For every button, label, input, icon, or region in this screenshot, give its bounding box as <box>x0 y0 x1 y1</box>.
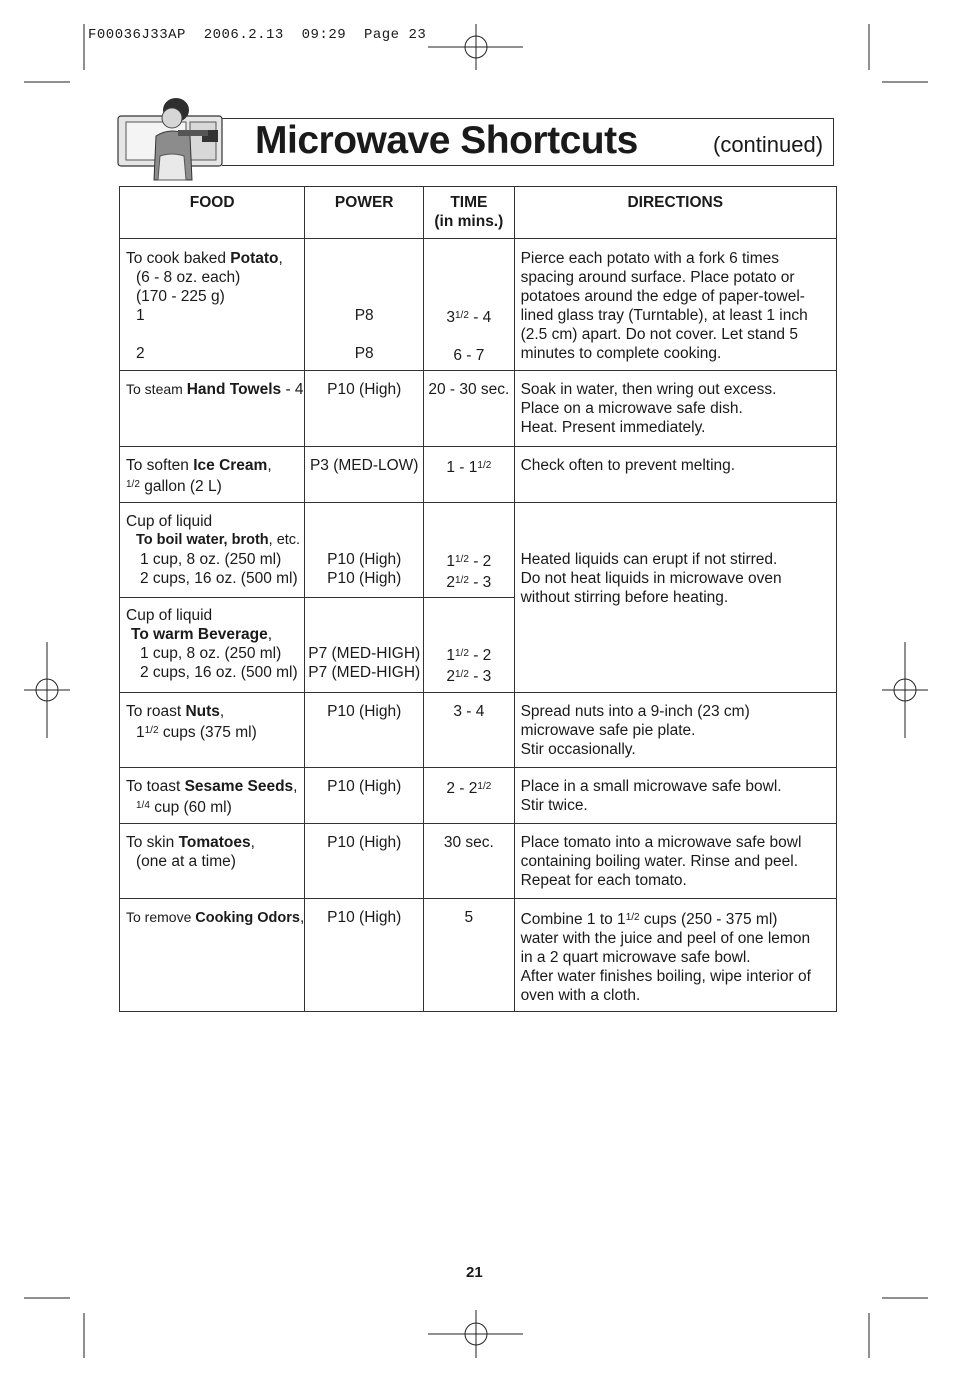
food-name: Cooking Odors <box>195 910 300 926</box>
time-value: $3^{1/2} - 4$ <box>446 309 492 326</box>
food-size: $^{1/2}$ gallon (2 L) <box>126 478 222 495</box>
power-value: P8 <box>354 307 374 324</box>
directions-cell <box>514 824 836 899</box>
food-suffix: , <box>250 834 255 851</box>
food-prefix: To roast <box>126 703 186 720</box>
directions-cell <box>514 447 836 503</box>
time-cell: 30 sec. <box>424 824 514 899</box>
directions-line: water with the juice and peel of one lemon <box>520 930 811 947</box>
page-number: 21 <box>466 1264 483 1281</box>
food-suffix: , <box>267 626 272 643</box>
time-cell: 20 - 30 sec. <box>424 371 514 447</box>
power-cell: P10 (High) <box>305 824 424 899</box>
directions-line: Spread nuts into a 9-inch (23 cm) <box>520 703 750 720</box>
food-name: To boil water, broth <box>136 532 269 548</box>
directions-line: Place in a small microwave safe bowl. <box>520 778 782 795</box>
food-prefix: To soften <box>126 457 194 474</box>
time-cell: $1 - 1^{1/2}$ <box>424 447 514 503</box>
power-cell: P10 (High) <box>305 371 424 447</box>
time-cell: 3 - 4 <box>424 693 514 768</box>
directions-line: Check often to prevent melting. <box>520 457 736 474</box>
time-cell <box>424 598 514 693</box>
food-size: 1 cup, 8 oz. (250 ml) <box>140 551 282 568</box>
food-cell <box>120 239 305 371</box>
table-row <box>120 768 837 824</box>
food-suffix: , <box>219 703 225 720</box>
power-cell: P3 (MED-LOW) <box>305 447 424 503</box>
power-value: P8 <box>354 345 374 362</box>
food-cell <box>120 447 305 503</box>
time-value: $2^{1/2} - 3$ <box>446 574 492 591</box>
food-cell <box>120 768 305 824</box>
header-time-unit: (in mins.) <box>434 213 504 230</box>
table-row <box>120 899 837 1012</box>
table-header-row <box>120 187 837 239</box>
directions-line: minutes to complete cooking. <box>520 345 722 362</box>
directions-cell <box>514 768 836 824</box>
time-cell: $2 - 2^{1/2}$ <box>424 768 514 824</box>
food-cell <box>120 503 305 598</box>
food-suffix: , <box>267 457 272 474</box>
food-quantity: 1 <box>136 307 145 324</box>
header-time <box>424 187 514 239</box>
food-heading: Cup of liquid <box>126 513 213 530</box>
directions-line: containing boiling water. Rinse and peel. <box>520 853 799 870</box>
food-size: 2 cups, 16 oz. (500 ml) <box>140 664 298 681</box>
directions-line: After water finishes boiling, wipe interior of <box>520 968 811 985</box>
food-cell <box>120 598 305 693</box>
food-suffix: , <box>293 778 298 795</box>
food-name: Sesame Seeds <box>184 778 294 795</box>
header-time-label: TIME <box>450 194 488 211</box>
food-name: Nuts <box>185 703 220 720</box>
food-cell <box>120 824 305 899</box>
food-heading: Cup of liquid <box>126 607 213 624</box>
food-name: To warm Beverage <box>131 626 268 643</box>
food-prefix: To toast <box>126 778 185 795</box>
table-row <box>120 824 837 899</box>
directions-line: spacing around surface. Place potato or <box>520 269 795 286</box>
directions-line: Stir occasionally. <box>520 741 636 758</box>
directions-line: in a 2 quart microwave safe bowl. <box>520 949 751 966</box>
power-value: P10 (High) <box>327 570 402 587</box>
directions-line: lined glass tray (Turntable), at least 1 inch <box>520 307 808 324</box>
time-value: $1^{1/2} - 2$ <box>446 647 492 664</box>
power-value: P10 (High) <box>327 551 402 568</box>
food-prefix: To remove <box>126 909 196 925</box>
header-directions: DIRECTIONS <box>514 187 836 239</box>
page-subtitle: (continued) <box>713 132 824 157</box>
food-size: 2 cups, 16 oz. (500 ml) <box>140 570 298 587</box>
food-size: 1 cup, 8 oz. (250 ml) <box>140 645 282 662</box>
page-title: Microwave Shortcuts <box>255 119 638 162</box>
print-header: F00036J33AP 2006.2.13 09:29 Page 23 <box>88 27 427 43</box>
directions-cell <box>514 239 836 371</box>
directions-line: Repeat for each tomato. <box>520 872 687 889</box>
directions-line: oven with a cloth. <box>520 987 641 1004</box>
directions-line: Heat. Present immediately. <box>520 419 706 436</box>
power-value: P7 (MED-HIGH) <box>308 645 421 662</box>
directions-cell <box>514 693 836 768</box>
time-value: $2^{1/2} - 3$ <box>446 668 492 685</box>
table-row <box>120 447 837 503</box>
food-size: $1^{1/2}$ cups (375 ml) <box>136 724 257 741</box>
directions-line: Place on a microwave safe dish. <box>520 400 743 417</box>
food-prefix: To cook baked <box>126 250 231 267</box>
directions-cell <box>514 899 836 1012</box>
time-cell: 5 <box>424 899 514 1012</box>
directions-line: without stirring before heating. <box>520 589 729 606</box>
directions-cell <box>514 503 836 693</box>
food-name: Ice Cream <box>193 457 268 474</box>
time-cell <box>424 503 514 598</box>
power-cell: P10 (High) <box>305 693 424 768</box>
table-row <box>120 693 837 768</box>
food-name: Tomatoes <box>178 834 251 851</box>
chef-microwave-illustration <box>116 96 228 182</box>
food-size: (6 - 8 oz. each) <box>136 269 241 286</box>
directions-line: Pierce each potato with a fork 6 times <box>520 250 780 267</box>
food-suffix: , etc. <box>268 532 301 548</box>
food-suffix: - 4 <box>281 381 304 398</box>
food-size: (one at a time) <box>136 853 236 870</box>
directions-line: potatoes around the edge of paper-towel- <box>520 288 805 305</box>
food-size: $^{1/4}$ cup (60 ml) <box>136 799 232 816</box>
shortcuts-table <box>119 186 837 1012</box>
food-cell <box>120 693 305 768</box>
food-prefix: To skin <box>126 834 179 851</box>
power-cell <box>305 598 424 693</box>
food-cell <box>120 899 305 1012</box>
food-cell <box>120 371 305 447</box>
header-food: FOOD <box>120 187 305 239</box>
food-name: Potato <box>230 250 279 267</box>
directions-line: microwave safe pie plate. <box>520 722 696 739</box>
power-cell <box>305 239 424 371</box>
food-suffix: , <box>299 909 305 926</box>
directions-line: Do not heat liquids in microwave oven <box>520 570 782 587</box>
time-cell <box>424 239 514 371</box>
power-cell <box>305 503 424 598</box>
food-prefix: To steam <box>126 381 187 397</box>
table-row <box>120 503 837 598</box>
food-quantity: 2 <box>136 345 145 362</box>
food-name: Hand Towels <box>186 381 282 398</box>
power-cell: P10 (High) <box>305 768 424 824</box>
food-suffix: , <box>278 250 283 267</box>
food-size-metric: (170 - 225 g) <box>136 288 225 305</box>
power-value: P7 (MED-HIGH) <box>308 664 421 681</box>
power-cell: P10 (High) <box>305 899 424 1012</box>
directions-line: (2.5 cm) apart. Do not cover. Let stand 5 <box>520 326 798 343</box>
table-row <box>120 371 837 447</box>
header-power: POWER <box>305 187 424 239</box>
directions-line: Stir twice. <box>520 797 588 814</box>
table-row <box>120 239 837 371</box>
directions-line: Combine 1 to $1^{1/2}$ cups (250 - 375 ml) <box>520 911 778 928</box>
directions-line: Soak in water, then wring out excess. <box>520 381 777 398</box>
directions-line: Heated liquids can erupt if not stirred. <box>520 551 778 568</box>
directions-line: Place tomato into a microwave safe bowl <box>520 834 802 851</box>
time-value: 6 - 7 <box>453 347 485 364</box>
time-value: $1^{1/2} - 2$ <box>446 553 492 570</box>
directions-cell <box>514 371 836 447</box>
